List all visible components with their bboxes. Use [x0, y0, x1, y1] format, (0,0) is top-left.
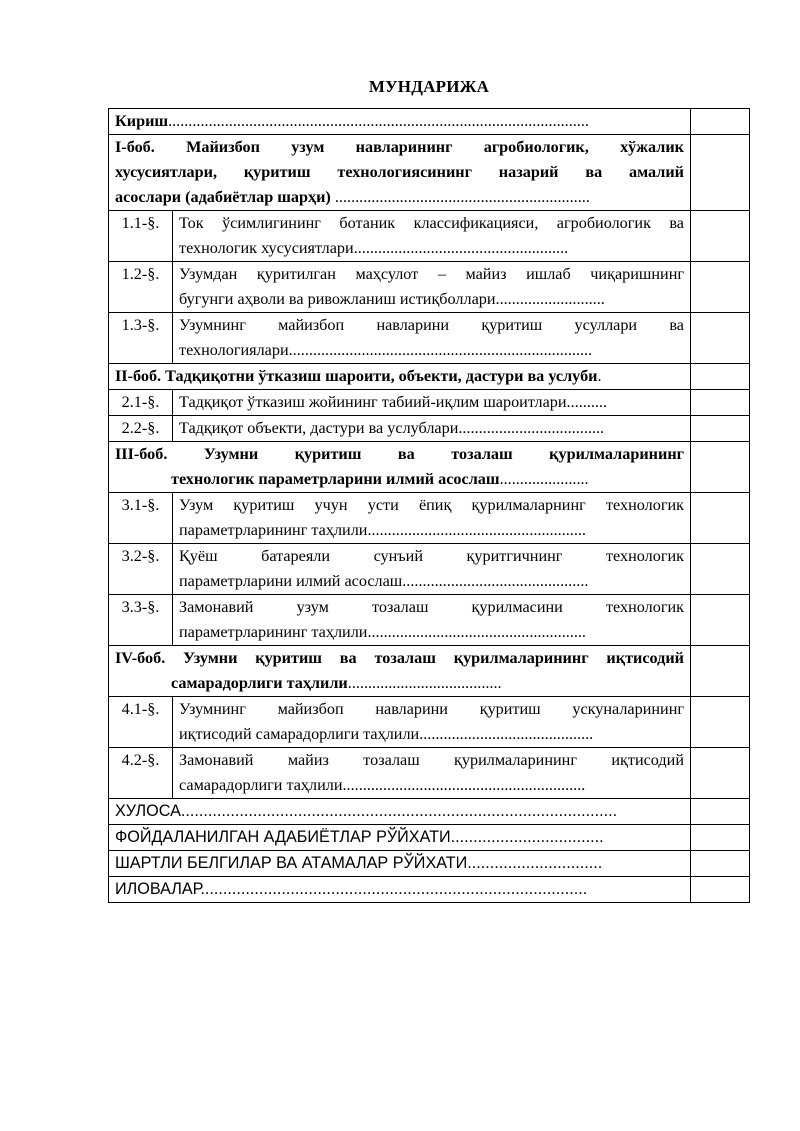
toc-leader-dots: ...............................................................: [330, 188, 590, 206]
toc-heading: Кириш: [115, 112, 169, 130]
toc-page-cell: [691, 135, 750, 211]
toc-text-line: Қуёш батареяли сунъий қуритгичнинг технологик: [179, 547, 684, 565]
toc-row-section-3-3: [109, 595, 750, 646]
toc-page-cell: [691, 493, 750, 544]
toc-text-line: параметрларини илмий асослаш: [179, 572, 403, 590]
toc-page-cell: [691, 851, 750, 877]
toc-leader-dots: ......................................................: [367, 623, 586, 641]
toc-heading-line: IV-боб. Узумни қуритиш ва тозалаш қурилмаларининг иқтисодий: [115, 649, 684, 667]
toc-page-cell: [691, 799, 750, 825]
toc-row-section-4-1: [109, 697, 750, 748]
section-number: 2.2-§.: [109, 416, 173, 442]
toc-page-cell: [691, 211, 750, 262]
toc-row-section-2-1: [109, 390, 750, 416]
toc-leader-dots: ...........................................................................: [288, 341, 593, 359]
toc-leader-dots: ....................................: [458, 419, 605, 437]
toc-leader-dots: ......................................................: [367, 521, 586, 539]
toc-page-cell: [691, 595, 750, 646]
toc-row-references: [109, 825, 750, 851]
section-number: 3.3-§.: [109, 595, 173, 646]
toc-text: ХУЛОСА: [115, 802, 181, 820]
toc-heading: II-боб. Тадқиқотни ўтказиш шароити, объекти, дастури ва услуби: [115, 367, 598, 385]
toc-text-line: Узумнинг майизбоп навларини қуритиш ускуналарининг: [179, 700, 684, 718]
toc-row-chapter-4: [109, 646, 750, 697]
toc-row-section-3-2: [109, 544, 750, 595]
section-number: 3.1-§.: [109, 493, 173, 544]
toc-text-line: самарадорлиги таҳлили: [179, 776, 343, 794]
toc-leader-dots: ..........: [566, 393, 608, 411]
toc-row-section-2-2: [109, 416, 750, 442]
toc-row-chapter-1: [109, 135, 750, 211]
toc-row-section-1-1: [109, 211, 750, 262]
toc-row-section-1-3: [109, 313, 750, 364]
toc-leader-dots: ..............................: [467, 854, 603, 872]
toc-leader-dots: ..................................: [450, 828, 604, 846]
toc-text-line: технологик хусусиятлари: [179, 239, 354, 257]
toc-heading-line: хусусиятлари, қуритиш технологиясининг назарий ва амалий: [115, 163, 684, 181]
toc-leader-dots: .....................................................: [353, 239, 569, 257]
toc-leader-dots: .: [597, 367, 602, 385]
toc-row-chapter-3: [109, 442, 750, 493]
table-of-contents: [108, 108, 750, 903]
toc-text-line: Замонавий узум тозалаш қурилмасини технологик: [179, 598, 684, 616]
toc-heading-line: самарадорлиги таҳлили: [171, 674, 348, 692]
toc-page-cell: [691, 390, 750, 416]
toc-leader-dots: ........................................................................................................: [168, 112, 589, 130]
toc-page-cell: [691, 364, 750, 390]
toc-row-symbols: [109, 851, 750, 877]
toc-page-cell: [691, 313, 750, 364]
page-title: МУНДАРИЖА: [368, 77, 490, 96]
toc-leader-dots: ......................................................................................: [200, 880, 588, 898]
section-number: 4.2-§.: [109, 748, 173, 799]
toc-leader-dots: ............................................................: [342, 776, 586, 794]
toc-row-section-3-1: [109, 493, 750, 544]
toc-leader-dots: ......................: [499, 470, 589, 488]
toc-leader-dots: ..............................................: [402, 572, 589, 590]
section-number: 3.2-§.: [109, 544, 173, 595]
toc-row-chapter-2: [109, 364, 750, 390]
toc-page-cell: [691, 109, 750, 135]
section-number: 1.1-§.: [109, 211, 173, 262]
section-number: 4.1-§.: [109, 697, 173, 748]
toc-text: Тадқиқот объекти, дастури ва услублари: [179, 419, 459, 437]
toc-leader-dots: .................................................................................................: [180, 802, 618, 820]
toc-text-line: Замонавий майиз тозалаш қурилмаларининг иқтисодий: [179, 751, 684, 769]
toc-page-cell: [691, 262, 750, 313]
toc-text-line: бугунги аҳволи ва ривожланиш истиқболлари: [179, 290, 496, 308]
toc-page-cell: [691, 442, 750, 493]
toc-row-conclusion: [109, 799, 750, 825]
toc-text: ИЛОВАЛАР: [115, 880, 201, 898]
toc-page-cell: [691, 825, 750, 851]
toc-page-cell: [691, 416, 750, 442]
toc-heading-line: асослари (адабиётлар шарҳи): [115, 188, 331, 206]
toc-leader-dots: ......................................: [347, 674, 502, 692]
toc-page-cell: [691, 748, 750, 799]
toc-leader-dots: ...........................: [495, 290, 605, 308]
toc-heading-line: I-боб. Майизбоп узум навларининг агробиологик, хўжалик: [115, 138, 684, 156]
toc-text-line: Узумдан қуритилган маҳсулот – майиз ишлаб чиқаришнинг: [179, 265, 684, 283]
toc-heading-line: III-боб. Узумни қуритиш ва тозалаш қурилмаларининг: [115, 445, 684, 463]
toc-page-cell: [691, 697, 750, 748]
toc-text: ФОЙДАЛАНИЛГАН АДАБИЁТЛАР РЎЙХАТИ: [115, 828, 451, 846]
toc-row-appendices: [109, 877, 750, 903]
toc-text: Тадқиқот ўтказиш жойининг табиий-иқлим шароитлари: [179, 393, 567, 411]
toc-leader-dots: ...........................................: [419, 725, 594, 743]
toc-text-line: Узумнинг майизбоп навларини қуритиш усуллари ва: [179, 316, 684, 334]
section-number: 1.2-§.: [109, 262, 173, 313]
toc-text: ШАРТЛИ БЕЛГИЛАР ВА АТАМАЛАР РЎЙХАТИ: [115, 854, 468, 872]
section-number: 1.3-§.: [109, 313, 173, 364]
toc-text-line: Узум қуритиш учун усти ёпиқ қурилмаларнинг технологик: [179, 496, 684, 514]
toc-text-line: параметрларининг таҳлили: [179, 521, 368, 539]
toc-page-cell: [691, 877, 750, 903]
toc-text-line: параметрларининг таҳлили: [179, 623, 368, 641]
toc-heading-line: технологик параметрларини илмий асослаш: [171, 470, 500, 488]
toc-row-section-1-2: [109, 262, 750, 313]
toc-page-cell: [691, 544, 750, 595]
toc-row-intro: [109, 109, 750, 135]
toc-page-cell: [691, 646, 750, 697]
toc-text-line: технологиялари: [179, 341, 289, 359]
toc-text-line: иқтисодий самарадорлиги таҳлили: [179, 725, 420, 743]
toc-row-section-4-2: [109, 748, 750, 799]
section-number: 2.1-§.: [109, 390, 173, 416]
toc-text-line: Ток ўсимлигининг ботаник классификацияси, агробиологик ва: [179, 214, 684, 232]
